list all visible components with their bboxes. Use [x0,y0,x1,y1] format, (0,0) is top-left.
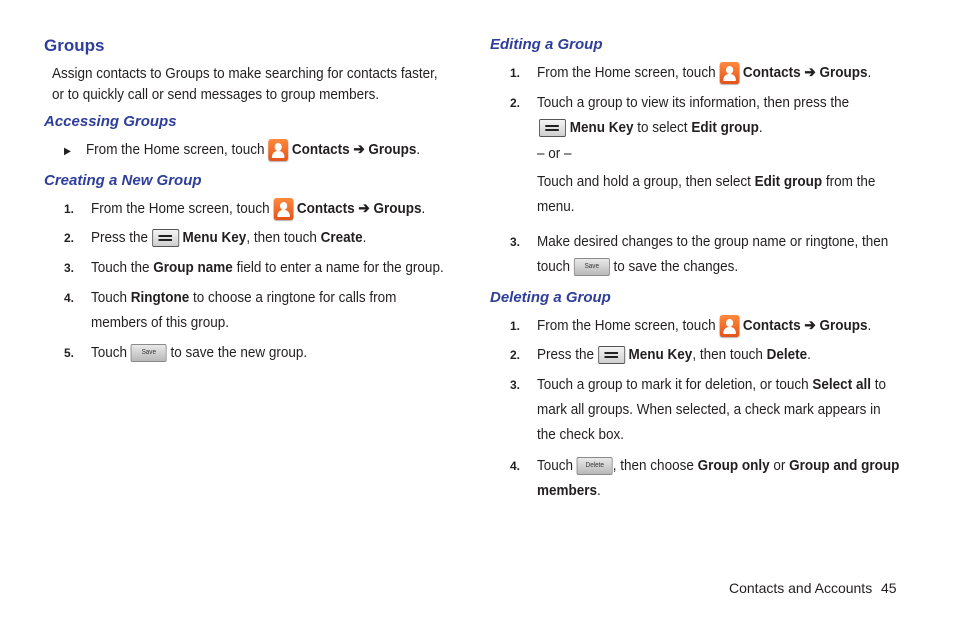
editing-step-1 [537,62,871,84]
contacts-icon [273,198,293,220]
step-text: Touch and hold a group, then select [537,173,751,190]
creating-step-5 [91,342,307,363]
step-number: 3. [510,378,521,392]
step-text: Touch the [91,259,150,276]
contacts-icon [719,315,739,337]
save-button-icon: Save [574,258,610,276]
menu-key-label: Menu Key [569,119,634,136]
step-number: 2. [64,231,75,245]
heading-creating-group: Creating a New Group [44,172,202,189]
step-text: Touch a group to mark it for deletion, or touch [537,376,809,393]
creating-step-4-cont: members of this group. [91,314,230,331]
step-text: , then touch [246,229,317,246]
creating-step-1 [91,198,425,220]
delete-label: Delete [766,346,808,363]
deleting-step-3-cont: mark all groups. When selected, a check mark appears in [537,401,881,418]
step-text: touch [537,258,571,275]
deleting-step-3-cont2: the check box. [537,426,625,443]
creating-step-4 [91,287,396,308]
step-text: Press the [537,346,595,363]
step-number: 4. [510,459,521,473]
menu-key-label: Menu Key [182,229,247,246]
accessing-step [64,139,420,162]
select-all-label: Select all [812,376,871,393]
step-text: , then touch [692,346,763,363]
step-text: to select [637,119,688,136]
deleting-step-1 [537,315,871,337]
menu-key-icon [152,229,179,247]
period: . [362,229,367,246]
contacts-groups-path: Contacts ➔ Groups [296,200,422,217]
step-text: Touch [537,457,574,474]
step-text: to save the changes. [613,258,739,275]
step-text: From the Home screen, touch [85,141,265,158]
period: . [597,482,601,499]
step-number: 3. [510,235,521,249]
create-label: Create [320,229,363,246]
step-text: Touch [91,289,128,306]
page-number: 45 [881,580,897,596]
footer-section: Contacts and Accounts [729,580,873,596]
step-number: 1. [510,66,521,80]
step-text: From the Home screen, touch [537,64,716,81]
deleting-step-4-cont [537,480,601,501]
contacts-groups-path: Contacts ➔ Groups [291,141,417,158]
intro-line-1: Assign contacts to Groups to make searching for contacts faster, [52,65,438,82]
save-button-icon: Save [131,344,167,362]
group-name-label: Group name [153,259,233,276]
edit-group-label: Edit group [754,173,823,190]
or-separator: – or – [537,145,572,162]
period: . [867,64,872,81]
period: . [867,317,872,334]
page-title: Groups [44,36,105,55]
step-text: From the Home screen, touch [91,200,270,217]
heading-deleting-group: Deleting a Group [490,289,611,306]
step-number: 5. [64,346,75,360]
editing-alt [537,171,875,192]
step-number: 1. [510,319,521,333]
contacts-groups-path: Contacts ➔ Groups [742,317,868,334]
heading-accessing-groups: Accessing Groups [44,113,177,130]
ringtone-label: Ringtone [130,289,190,306]
group-and-group-label: Group and group [789,457,900,474]
group-only-label: Group only [697,457,770,474]
step-text: Press the [91,229,149,246]
step-text: Touch [91,344,128,361]
step-text: , then choose [612,457,694,474]
menu-key-icon [539,119,566,137]
deleting-step-2 [537,344,811,365]
menu-key-icon [598,346,625,364]
period: . [421,200,426,217]
editing-step-3: Make desired changes to the group name or ringtone, then [537,233,889,250]
step-text: to choose a ringtone for calls from [193,289,397,306]
menu-key-label: Menu Key [628,346,693,363]
step-text: from the [825,173,876,190]
step-number: 1. [64,202,75,216]
editing-step-2: Touch a group to view its information, then press the [537,94,850,111]
step-text: or [773,457,786,474]
heading-editing-group: Editing a Group [490,36,603,53]
bullet-arrow-icon: ▶ [64,146,71,157]
step-text: to save the new group. [170,344,308,361]
step-number: 2. [510,348,521,362]
intro-line-2: or to quickly call or send messages to group members. [52,86,380,103]
period: . [807,346,811,363]
deleting-step-4 [537,455,899,476]
creating-step-3 [91,257,444,278]
step-text: field to enter a name for the group. [236,259,444,276]
step-text: to [874,376,886,393]
step-number: 3. [64,261,75,275]
contacts-groups-path: Contacts ➔ Groups [742,64,868,81]
deleting-step-3 [537,374,886,395]
edit-group-label: Edit group [691,119,759,136]
contacts-icon [719,62,739,84]
creating-step-2 [91,227,366,248]
step-number: 2. [510,96,521,110]
editing-step-3-cont [537,256,738,277]
delete-button-icon: Delete [577,457,613,475]
editing-step-2-cont [539,117,763,138]
step-text: From the Home screen, touch [537,317,716,334]
contacts-icon [268,139,288,161]
step-number: 4. [64,291,75,305]
editing-alt-cont: menu. [537,198,575,215]
period: . [416,141,421,158]
members-label: members [537,482,598,499]
period: . [758,119,763,136]
